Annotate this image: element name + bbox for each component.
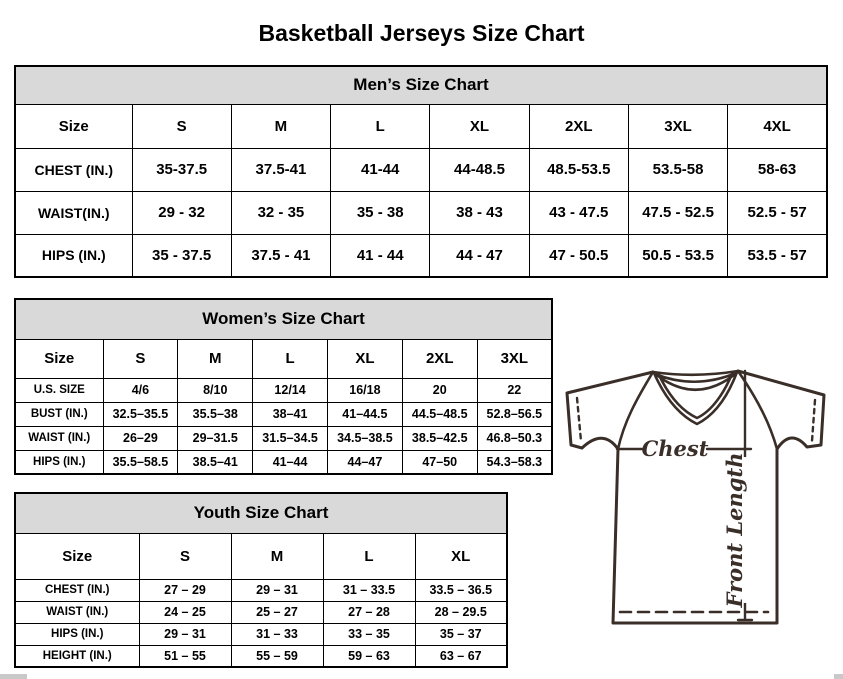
table-cell: 32 - 35 bbox=[231, 191, 330, 234]
column-header: S bbox=[103, 339, 178, 378]
row-label: HEIGHT (IN.) bbox=[15, 645, 139, 667]
table-title-row bbox=[15, 66, 827, 104]
column-header: L bbox=[331, 104, 430, 148]
column-header: XL bbox=[430, 104, 529, 148]
column-header: 2XL bbox=[529, 104, 628, 148]
table-cell: 4/6 bbox=[103, 378, 178, 402]
table-cell: 35 - 38 bbox=[331, 191, 430, 234]
scrollbar-fragment-right[interactable] bbox=[834, 674, 843, 679]
column-header: L bbox=[323, 533, 415, 579]
column-header: 4XL bbox=[728, 104, 827, 148]
table-cell: 43 - 47.5 bbox=[529, 191, 628, 234]
table-cell: 25 – 27 bbox=[231, 601, 323, 623]
chest-label: Chest bbox=[641, 436, 709, 461]
column-header: M bbox=[178, 339, 253, 378]
table-cell: 38.5–41 bbox=[178, 450, 253, 474]
table-row bbox=[15, 601, 507, 623]
table-cell: 41 - 44 bbox=[331, 234, 430, 277]
table-cell: 16/18 bbox=[327, 378, 402, 402]
column-header: M bbox=[231, 533, 323, 579]
table-cell: 29 – 31 bbox=[139, 623, 231, 645]
table-cell: 34.5–38.5 bbox=[327, 426, 402, 450]
table-title-row bbox=[15, 299, 552, 339]
column-header: Size bbox=[15, 104, 132, 148]
jersey-measurement-diagram bbox=[558, 362, 842, 668]
table-cell: 29 – 31 bbox=[231, 579, 323, 601]
table-cell: 35.5–38 bbox=[178, 402, 253, 426]
table-cell: 54.3–58.3 bbox=[477, 450, 552, 474]
table-cell: 37.5 - 41 bbox=[231, 234, 330, 277]
table-cell: 55 – 59 bbox=[231, 645, 323, 667]
column-header: 3XL bbox=[628, 104, 727, 148]
table-cell: 27 – 28 bbox=[323, 601, 415, 623]
column-header: S bbox=[139, 533, 231, 579]
table-cell: 37.5-41 bbox=[231, 148, 330, 191]
table-cell: 22 bbox=[477, 378, 552, 402]
table-cell: 44 - 47 bbox=[430, 234, 529, 277]
column-header: L bbox=[253, 339, 328, 378]
jersey-collar bbox=[653, 371, 738, 424]
table-cell: 46.8–50.3 bbox=[477, 426, 552, 450]
table-cell: 47–50 bbox=[402, 450, 477, 474]
table-cell: 44.5–48.5 bbox=[402, 402, 477, 426]
column-header: Size bbox=[15, 339, 103, 378]
row-label: WAIST (IN.) bbox=[15, 601, 139, 623]
column-header: 3XL bbox=[477, 339, 552, 378]
table-cell: 52.5 - 57 bbox=[728, 191, 827, 234]
table-cell: 35-37.5 bbox=[132, 148, 231, 191]
table-cell: 52.8–56.5 bbox=[477, 402, 552, 426]
table-cell: 33.5 – 36.5 bbox=[415, 579, 507, 601]
table-title: Men’s Size Chart bbox=[15, 66, 827, 104]
column-header: M bbox=[231, 104, 330, 148]
table-cell: 24 – 25 bbox=[139, 601, 231, 623]
table-cell: 53.5 - 57 bbox=[728, 234, 827, 277]
table-row bbox=[15, 579, 507, 601]
table-cell: 29–31.5 bbox=[178, 426, 253, 450]
row-label: BUST (IN.) bbox=[15, 402, 103, 426]
table-cell: 26–29 bbox=[103, 426, 178, 450]
column-header: XL bbox=[327, 339, 402, 378]
table-cell: 35 – 37 bbox=[415, 623, 507, 645]
page-title: Basketball Jerseys Size Chart bbox=[258, 20, 585, 47]
jersey-outline bbox=[567, 371, 824, 623]
table-cell: 44–47 bbox=[327, 450, 402, 474]
womens-size-table bbox=[14, 298, 553, 475]
table-cell: 31.5–34.5 bbox=[253, 426, 328, 450]
mens-size-table bbox=[14, 65, 828, 278]
scrollbar-fragment-left[interactable] bbox=[0, 674, 27, 679]
table-cell: 20 bbox=[402, 378, 477, 402]
table-row bbox=[15, 191, 827, 234]
row-label: CHEST (IN.) bbox=[15, 148, 132, 191]
table-row bbox=[15, 450, 552, 474]
table-row bbox=[15, 378, 552, 402]
table-row bbox=[15, 148, 827, 191]
table-cell: 44-48.5 bbox=[430, 148, 529, 191]
table-row bbox=[15, 623, 507, 645]
table-row bbox=[15, 645, 507, 667]
table-cell: 32.5–35.5 bbox=[103, 402, 178, 426]
row-label: HIPS (IN.) bbox=[15, 450, 103, 474]
row-label: CHEST (IN.) bbox=[15, 579, 139, 601]
table-cell: 48.5-53.5 bbox=[529, 148, 628, 191]
table-cell: 8/10 bbox=[178, 378, 253, 402]
table-cell: 31 – 33 bbox=[231, 623, 323, 645]
table-cell: 38 - 43 bbox=[430, 191, 529, 234]
table-cell: 50.5 - 53.5 bbox=[628, 234, 727, 277]
row-label: HIPS (IN.) bbox=[15, 623, 139, 645]
table-cell: 33 – 35 bbox=[323, 623, 415, 645]
table-cell: 35 - 37.5 bbox=[132, 234, 231, 277]
column-header: Size bbox=[15, 533, 139, 579]
table-cell: 38.5–42.5 bbox=[402, 426, 477, 450]
row-label: WAIST (IN.) bbox=[15, 426, 103, 450]
table-cell: 53.5-58 bbox=[628, 148, 727, 191]
row-label: WAIST(IN.) bbox=[15, 191, 132, 234]
front-length-label: Front Length bbox=[722, 452, 747, 608]
table-cell: 51 – 55 bbox=[139, 645, 231, 667]
jersey-diagram-svg bbox=[558, 362, 842, 668]
column-header: S bbox=[132, 104, 231, 148]
column-header: 2XL bbox=[402, 339, 477, 378]
table-title-row bbox=[15, 493, 507, 533]
table-cell: 31 – 33.5 bbox=[323, 579, 415, 601]
table-header-row bbox=[15, 339, 552, 378]
table-cell: 59 – 63 bbox=[323, 645, 415, 667]
table-cell: 41–44 bbox=[253, 450, 328, 474]
sleeve-cuff-dashes bbox=[577, 398, 815, 441]
table-cell: 29 - 32 bbox=[132, 191, 231, 234]
table-row bbox=[15, 234, 827, 277]
table-cell: 41–44.5 bbox=[327, 402, 402, 426]
table-cell: 63 – 67 bbox=[415, 645, 507, 667]
table-cell: 41-44 bbox=[331, 148, 430, 191]
row-label: HIPS (IN.) bbox=[15, 234, 132, 277]
table-cell: 27 – 29 bbox=[139, 579, 231, 601]
table-cell: 35.5–58.5 bbox=[103, 450, 178, 474]
table-cell: 58-63 bbox=[728, 148, 827, 191]
row-label: U.S. SIZE bbox=[15, 378, 103, 402]
table-title: Women’s Size Chart bbox=[15, 299, 552, 339]
table-row bbox=[15, 426, 552, 450]
table-cell: 47.5 - 52.5 bbox=[628, 191, 727, 234]
table-header-row bbox=[15, 533, 507, 579]
table-header-row bbox=[15, 104, 827, 148]
youth-size-table bbox=[14, 492, 508, 668]
table-cell: 38–41 bbox=[253, 402, 328, 426]
table-title: Youth Size Chart bbox=[15, 493, 507, 533]
column-header: XL bbox=[415, 533, 507, 579]
table-cell: 12/14 bbox=[253, 378, 328, 402]
table-row bbox=[15, 402, 552, 426]
table-cell: 47 - 50.5 bbox=[529, 234, 628, 277]
table-cell: 28 – 29.5 bbox=[415, 601, 507, 623]
